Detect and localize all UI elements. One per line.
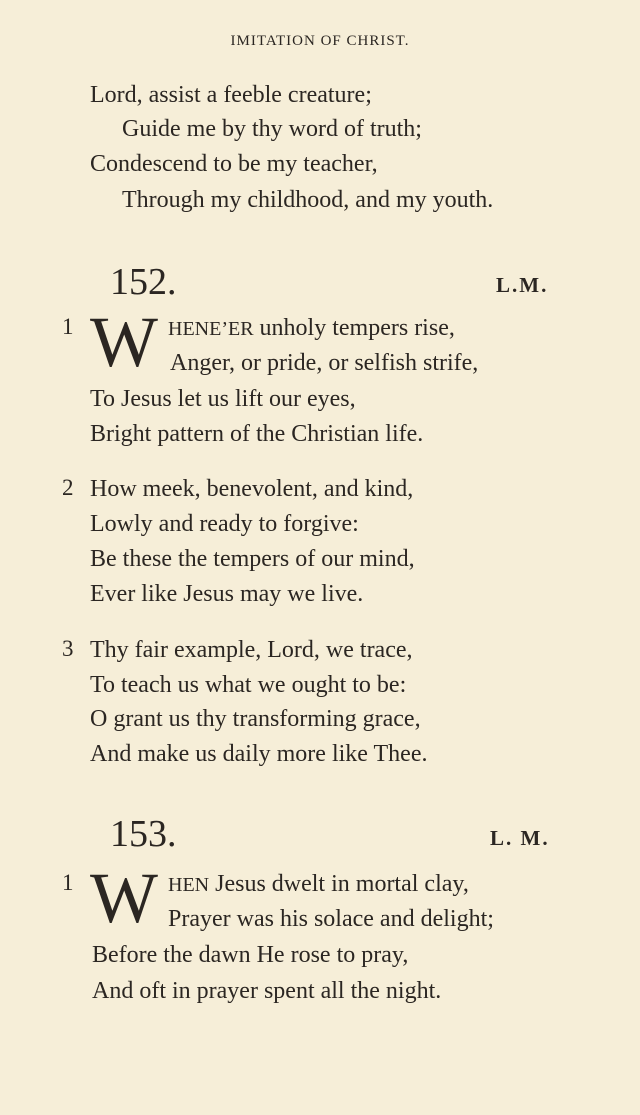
small-caps-word: HENE’ER	[168, 318, 254, 340]
verse-line	[168, 869, 469, 900]
verse-number: 2	[62, 475, 74, 500]
verse-line: Ever like Jesus may we live.	[90, 581, 364, 607]
verse-line: How meek, benevolent, and kind,	[90, 476, 414, 502]
verse-line: Guide me by thy word of truth;	[122, 116, 422, 142]
line-text: unholy tempers rise,	[253, 315, 455, 341]
drop-cap: W	[90, 302, 158, 382]
verse-line: Lord, assist a feeble creature;	[90, 82, 372, 108]
verse-line: And make us daily more like Thee.	[90, 741, 428, 767]
verse-line: And oft in prayer spent all the night.	[92, 978, 442, 1004]
running-header: IMITATION OF CHRIST.	[230, 33, 410, 49]
verse-line: Lowly and ready to forgive:	[90, 511, 359, 537]
verse-number: 1	[62, 870, 74, 895]
verse-line	[168, 313, 455, 344]
verse-line: To teach us what we ought to be:	[90, 672, 407, 698]
verse-line: To Jesus let us lift our eyes,	[90, 386, 356, 412]
verse-line: Prayer was his solace and delight;	[168, 906, 494, 932]
drop-cap: W	[90, 858, 158, 938]
hymn-number: 152.	[110, 261, 177, 303]
verse-line: O grant us thy transforming grace,	[90, 706, 421, 732]
verse-line: Bright pattern of the Christian life.	[90, 421, 424, 447]
small-caps-word: HEN	[168, 874, 210, 896]
hymn-number: 153.	[110, 813, 177, 855]
verse-number: 3	[62, 636, 74, 661]
verse-line: Anger, or pride, or selfish strife,	[170, 350, 479, 376]
verse-line: Condescend to be my teacher,	[90, 151, 378, 177]
hymn-meter: L. M.	[490, 826, 550, 850]
verse-line: Before the dawn He rose to pray,	[92, 942, 409, 968]
line-text: Jesus dwelt in mortal clay,	[209, 871, 469, 897]
verse-line: Thy fair example, Lord, we trace,	[90, 637, 413, 663]
verse-line: Be these the tempers of our mind,	[90, 546, 415, 572]
hymn-meter: L.M.	[496, 273, 549, 297]
verse-line: Through my childhood, and my youth.	[122, 187, 494, 213]
verse-number: 1	[62, 314, 74, 339]
